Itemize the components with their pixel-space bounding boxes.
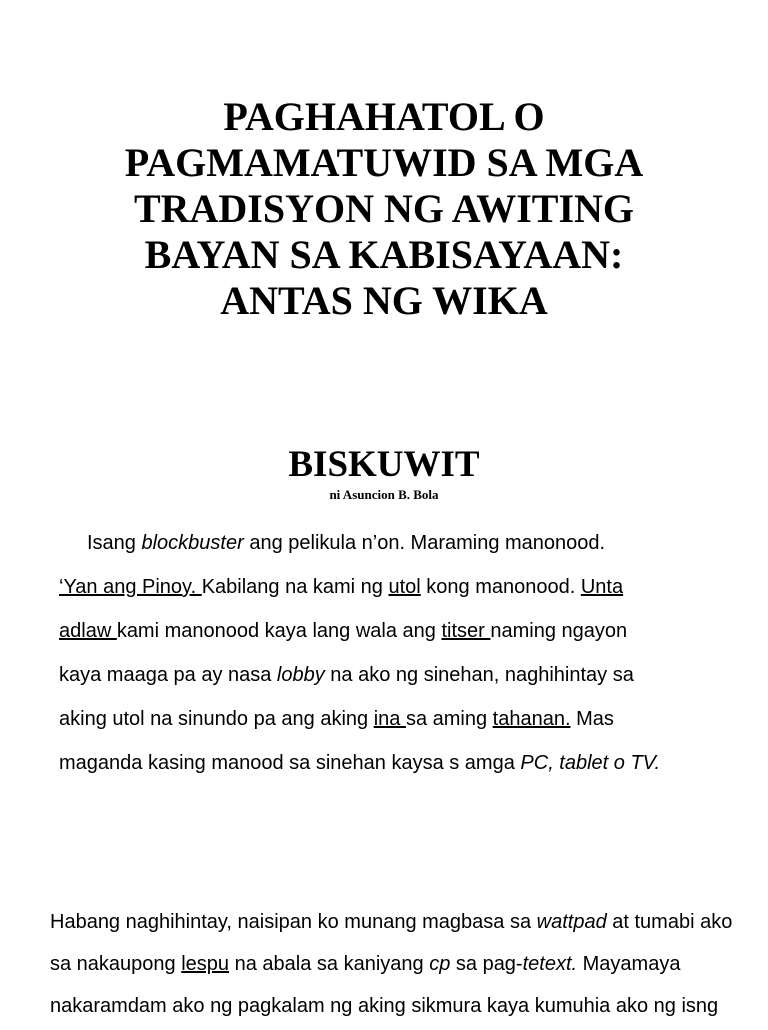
- title-line: BAYAN SA KABISAYAAN:: [144, 232, 624, 277]
- underlined-term: lespu: [181, 953, 230, 975]
- text-span: Mayamaya: [577, 953, 681, 975]
- text-span: sa nakaupong: [50, 953, 182, 975]
- text-span: at tumabi ako: [606, 911, 733, 933]
- text-span: kong manonood.: [420, 576, 581, 598]
- text-span: nakaramdam ako ng pagkalam ng aking sikmura kaya kumuhia ako ng isng: [50, 995, 719, 1017]
- text-span: ang pelikula n’on. Maraming manonood.: [243, 532, 606, 554]
- italic-term: lobby: [276, 664, 325, 686]
- underlined-term: ‘Yan ang Pinoy.: [59, 576, 202, 598]
- paragraph-line: [59, 745, 739, 789]
- paragraph-line: [59, 525, 739, 569]
- story-title: BISKUWIT: [288, 444, 480, 485]
- italic-term: wattpad: [536, 911, 607, 933]
- underlined-term: ina: [373, 708, 406, 730]
- paragraph-line: [59, 657, 739, 701]
- text-span: na abala sa kaniyang: [229, 953, 430, 975]
- title-line: PAGHAHATOL O: [223, 94, 545, 139]
- paragraph-line: [59, 701, 739, 745]
- story-paragraph-1: [59, 525, 739, 789]
- story-byline: ni Asuncion B. Bola: [329, 487, 439, 502]
- paragraph-line: [50, 946, 750, 988]
- text-span: sa pag-: [450, 953, 523, 975]
- title-line: PAGMAMATUWID SA MGA: [124, 140, 644, 185]
- paragraph-line: [59, 613, 739, 657]
- italic-term: PC, tablet o TV.: [520, 752, 661, 774]
- underlined-term: tahanan.: [492, 708, 571, 730]
- text-span: naming ngayon: [490, 620, 628, 642]
- italic-term: blockbuster: [141, 532, 244, 554]
- document-title: [0, 94, 768, 324]
- text-span: na ako ng sinehan, naghihintay sa: [324, 664, 634, 686]
- underlined-term: adlaw: [59, 620, 117, 642]
- text-span: kami manonood kaya lang wala ang: [116, 620, 442, 642]
- title-line: TRADISYON NG AWITING: [133, 186, 635, 231]
- paragraph-line: [50, 904, 750, 946]
- italic-term: tetext.: [522, 953, 578, 975]
- underlined-term: utol: [388, 576, 421, 598]
- title-line: ANTAS NG WIKA: [220, 278, 548, 323]
- underlined-term: titser: [441, 620, 491, 642]
- underlined-term: Unta: [580, 576, 624, 598]
- text-span: Kabilang na kami ng: [201, 576, 389, 598]
- italic-term: cp: [429, 953, 451, 975]
- text-span: aking utol na sinundo pa ang aking: [59, 708, 374, 730]
- text-span: maganda kasing manood sa sinehan kaysa s amga: [59, 752, 521, 774]
- story-paragraph-2: [50, 904, 750, 1030]
- text-span: Mas: [570, 708, 614, 730]
- text-span: Isang: [87, 532, 142, 554]
- text-span: sa aming: [405, 708, 493, 730]
- text-span: Habang naghihintay, naisipan ko munang magbasa sa: [50, 911, 537, 933]
- paragraph-line: [59, 569, 739, 613]
- text-span: kaya maaga pa ay nasa: [59, 664, 277, 686]
